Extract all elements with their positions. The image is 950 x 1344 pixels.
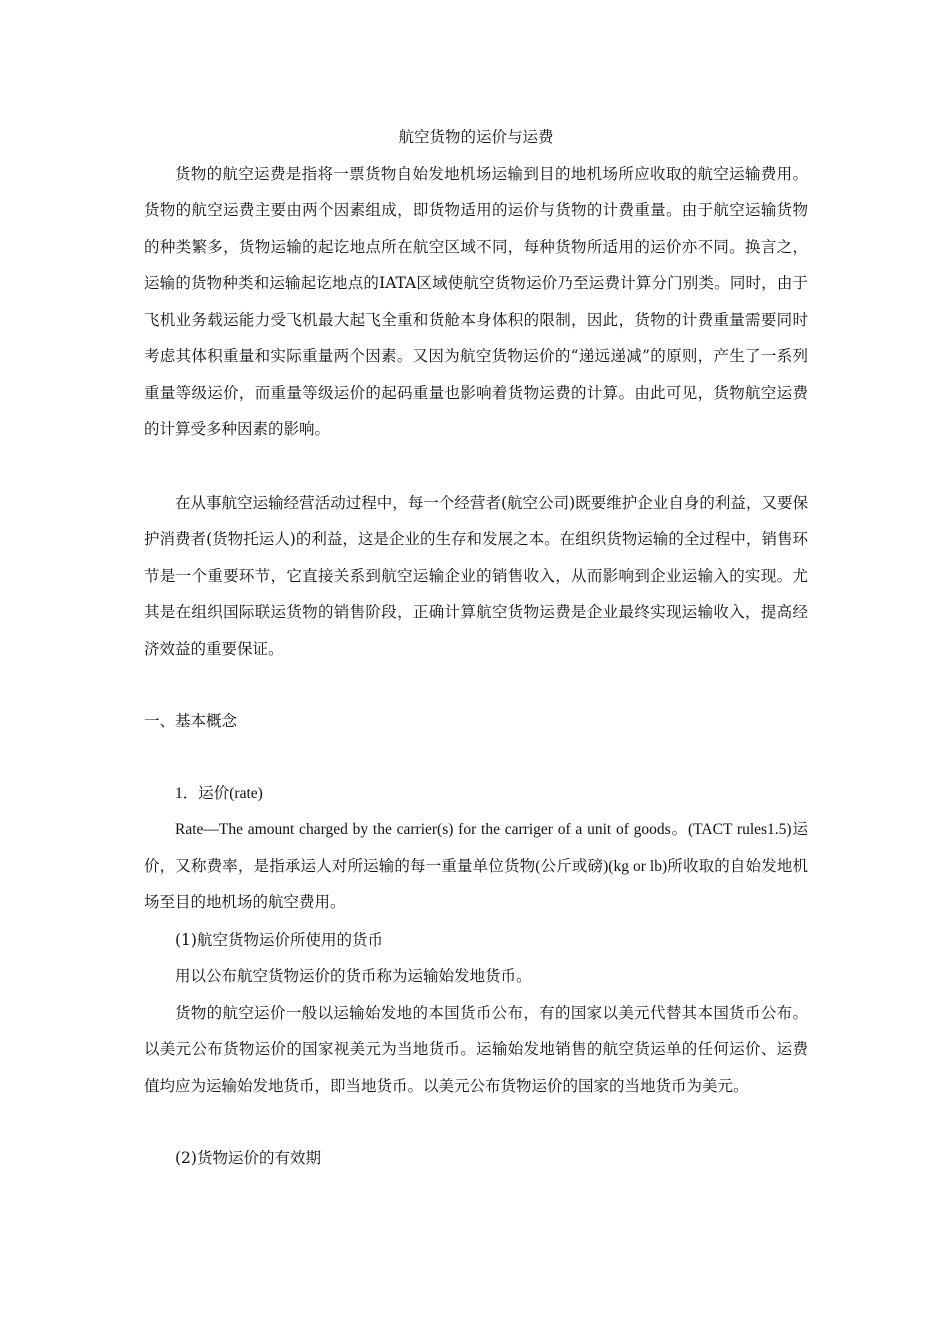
currency-paragraph-1: 用以公布航空货物运价的货币称为运输始发地货币。 xyxy=(175,967,532,985)
paragraph-spacer xyxy=(144,740,808,776)
item-heading-currency: (1)航空货物运价所使用的货币 xyxy=(175,930,383,949)
paragraph-spacer xyxy=(144,667,808,703)
paragraph-spacer xyxy=(144,1104,808,1140)
intro-paragraph-2: 在从事航空运输经营活动过程中，每一个经营者(航空公司)既要维护企业自身的利益，又要保护消费者(货物托运人)的利益，这是企业的生存和发展之本。在组织货物运输的全过程中，销售环节是一个重要环节，它直接关系到航空运输企业的销售收入，从而影响到企业运输入的实现。尤其是在组织国际联运货物的销售阶段，正确计算航空货物运费是企业最终实现运输收入，提高经济效益的重要保证。 xyxy=(144,493,808,658)
section-heading-basic-concepts: 一、基本概念 xyxy=(144,712,238,730)
document-body xyxy=(144,119,808,1177)
intro-paragraph-1: 货物的航空运费是指将一票货物自始发地机场运输到目的地机场所应收取的航空运输费用。货物的航空运费主要由两个因素组成，即货物适用的运价与货物的计费重量。由于航空运输货物的种类繁多，货物运输的起讫地点所在航空区域不同，每种货物所适用的运价亦不同。换言之，运输的货物种类和运输起讫地点的IATA区域使航空货物运价乃至运费计算分门别类。同时，由于飞机业务载运能力受飞机最大起飞全重和货舱本身体积的限制，因此，货物的计费重量需要同时考虑其体积重量和实际重量两个因素。又因为航空货物运价的“递远递减”的原则，产生了一系列重量等级运价，而重量等级运价的起码重量也影响着货物运费的计算。由此可见，货物航空运费的计算受多种因素的影响。 xyxy=(144,164,808,438)
document-title: 航空货物的运价与运费 xyxy=(398,128,554,146)
currency-paragraph-2: 货物的航空运价一般以运输始发地的本国货币公布，有的国家以美元代替其本国货币公布。以美元公布货物运价的国家视美元为当地货币。运输始发地销售的航空货运单的任何运价、运费值均应为运输始发地货币，即当地货币。以美元公布货物运价的国家的当地货币为美元。 xyxy=(144,1003,808,1095)
rate-definition-paragraph: Rate—The amount charged by the carrier(s) for the carriger of a unit of goods。(TACT rules1.5)运价，又称费率，是指承运人对所运输的每一重量单位货物(公斤或磅)(kg or lb)所收取的自始发地机场至目的地机场的航空费用。 xyxy=(144,821,808,911)
subsection-heading-rate: 1．运价(rate) xyxy=(175,784,263,802)
item-heading-validity: (2)货物运价的有效期 xyxy=(175,1149,321,1167)
paragraph-spacer xyxy=(144,448,808,485)
